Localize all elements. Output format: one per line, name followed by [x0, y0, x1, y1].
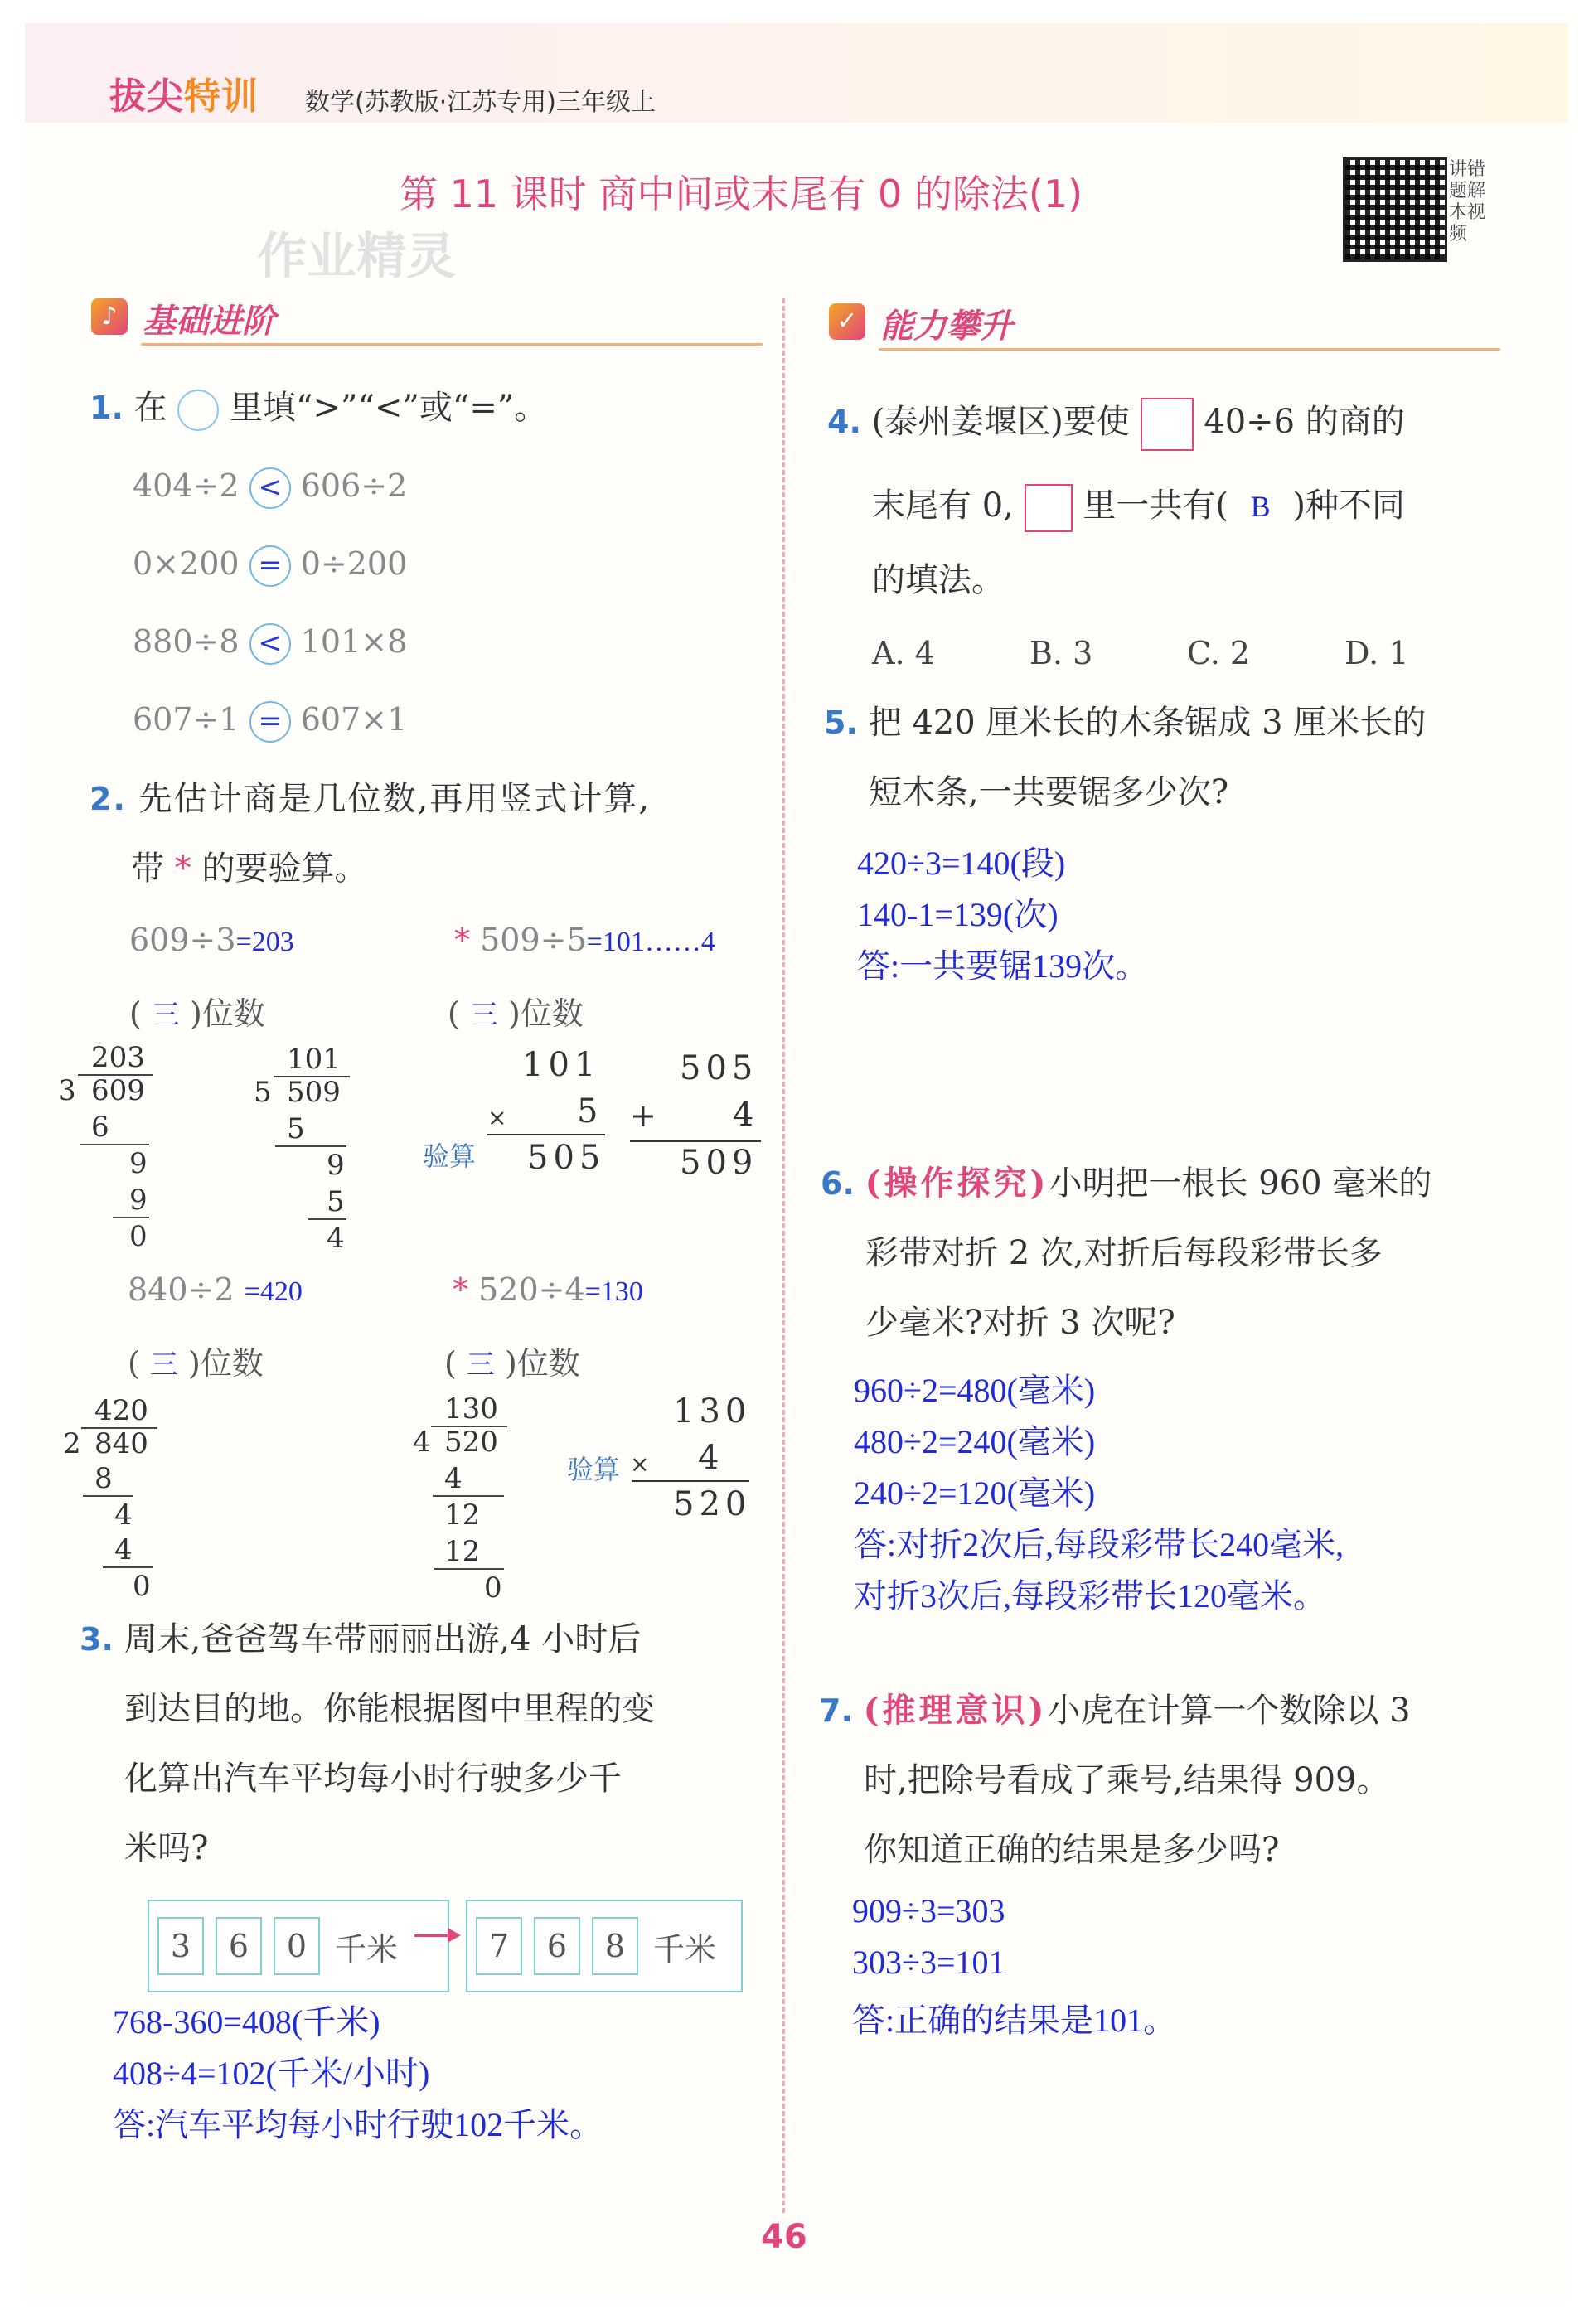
q7-text: 你知道正确的结果是多少吗?	[864, 1831, 1280, 1869]
q2-text: 的要验算。	[201, 850, 368, 888]
q5-number: 5.	[824, 704, 858, 741]
q1-row-3	[133, 623, 407, 665]
ld-line	[80, 1144, 149, 1145]
ld-remainder: 0	[133, 1570, 151, 1603]
ld-remainder: 0	[129, 1220, 148, 1253]
q2-digits-label: 位数	[516, 1345, 580, 1382]
advanced-section-underline	[879, 348, 1500, 351]
q1-stem-a: 在	[133, 389, 167, 427]
check-factor: 5	[577, 1092, 603, 1131]
q4-option-b[interactable]: B. 3	[1029, 635, 1093, 671]
q1-stem-b: 里填“>”“<”或“=”。	[230, 389, 548, 427]
ld-remainder: 0	[484, 1571, 502, 1605]
ld-step: 9	[327, 1149, 345, 1182]
q1-row-left: 0×200	[133, 545, 240, 582]
q3-answer: 408÷4=102(千米/小时)	[113, 2055, 430, 2092]
q7-answer: 303÷3=101	[852, 1944, 1005, 1981]
q7-answer: 答:正确的结果是101。	[852, 2002, 1177, 2039]
page-number: 46	[761, 2218, 807, 2256]
q7-number: 7.	[819, 1692, 853, 1729]
q7-text: 时,把除号看成了乘号,结果得 909。	[864, 1761, 1390, 1799]
q2-line-1	[90, 782, 651, 816]
check-factor: 4	[698, 1439, 724, 1477]
ld-line	[83, 1495, 133, 1497]
advanced-section-title: 能力攀升	[880, 307, 1013, 346]
check-line	[632, 1480, 749, 1482]
star-icon: *	[454, 922, 470, 958]
q3-number: 3.	[80, 1621, 114, 1658]
q2-line-2	[131, 850, 368, 888]
q2-digits-4: ( 三 )位数	[444, 1345, 580, 1382]
check-line	[487, 1134, 605, 1135]
check-factor: 130	[673, 1392, 752, 1431]
q2-item-2	[454, 922, 715, 958]
q5-answer: 答:一共要锯139次。	[857, 947, 1149, 985]
q1-answer-circle[interactable]: <	[249, 467, 291, 509]
ld-quotient: 101	[287, 1043, 341, 1076]
q2-digits-answer: 三	[151, 1000, 180, 1031]
odometer-start	[148, 1900, 449, 1992]
check-label: 验算	[423, 1140, 477, 1172]
q1-row-right: 607×1	[300, 701, 408, 738]
q4-text: )种不同	[1292, 487, 1405, 525]
q1-row-right: 606÷2	[300, 467, 408, 504]
q6-answer: 960÷2=480(毫米)	[854, 1372, 1096, 1409]
q2-digits-label: 位数	[200, 1345, 264, 1382]
q1-number: 1.	[90, 390, 124, 426]
q1-row-left: 607÷1	[133, 701, 240, 738]
odometer-digit: 7	[476, 1917, 522, 1975]
odometer-digit: 8	[592, 1917, 638, 1975]
qr-code-icon[interactable]	[1343, 157, 1447, 262]
ld-step: 9	[129, 1147, 148, 1180]
q4-text: (泰州姜堰区)要使	[871, 403, 1130, 441]
check-addend: 505	[680, 1049, 758, 1087]
ld-quotient: 203	[91, 1041, 145, 1074]
q5-text: 把 420 厘米长的木条锯成 3 厘米长的	[868, 704, 1427, 742]
q2-number: 2.	[90, 781, 127, 817]
q2-expr: 609÷3	[129, 922, 236, 958]
basic-section-title: 基础进阶	[143, 303, 275, 341]
q2-item-4	[453, 1271, 643, 1308]
q6-answer: 答:对折2次后,每段彩带长240毫米,	[854, 1526, 1344, 1563]
q1-row-2	[133, 545, 407, 587]
q3-answer: 答:汽车平均每小时行驶102千米。	[113, 2106, 603, 2143]
check-operator: +	[630, 1097, 656, 1134]
column-divider	[782, 298, 785, 2213]
q5-answer: 420÷3=140(段)	[857, 845, 1066, 882]
odometer-unit: 千米	[335, 1930, 399, 1968]
ld-line	[113, 1217, 149, 1218]
blank-square[interactable]	[1025, 484, 1073, 532]
q4-option-d[interactable]: D. 1	[1344, 635, 1409, 671]
lesson-title: 第 11 课时 商中间或末尾有 0 的除法(1)	[400, 172, 1083, 216]
check-operator: ×	[487, 1104, 507, 1131]
ld-line	[103, 1566, 153, 1568]
q5-line-1	[824, 704, 1427, 742]
check-product: 505	[527, 1139, 606, 1177]
q1-answer-circle[interactable]: =	[249, 701, 291, 743]
q4-text: 的填法。	[872, 561, 1005, 599]
q2-text: 带	[131, 850, 164, 888]
q1-row-left: 404÷2	[133, 467, 240, 504]
ld-step: 6	[91, 1111, 109, 1144]
ld-quotient: 130	[444, 1392, 498, 1426]
check-label: 验算	[567, 1454, 621, 1485]
odometer-digit: 0	[274, 1917, 320, 1975]
q3-text: 到达目的地。你能根据图中里程的变	[124, 1690, 655, 1728]
q3-text: 化算出汽车平均每小时行驶多少千	[124, 1760, 622, 1798]
brand-logo	[109, 66, 259, 119]
q2-digits-answer: 三	[149, 1350, 178, 1381]
ld-quotient: 420	[94, 1394, 148, 1427]
q2-answer: =420	[244, 1276, 303, 1307]
odometer-digit: 3	[157, 1917, 204, 1975]
q4-text: 里一共有(	[1083, 487, 1228, 525]
q2-digits-label: 位数	[520, 995, 584, 1032]
arrow-head-icon	[448, 1928, 461, 1943]
q7-line-1	[819, 1691, 1411, 1730]
q2-expr: 520÷4	[478, 1271, 585, 1308]
q4-option-a[interactable]: A. 4	[872, 635, 935, 671]
ld-step: 9	[129, 1184, 148, 1217]
q2-text: 先估计商是几位数,再用竖式计算,	[138, 780, 652, 818]
q6-tag: (操作探究)	[865, 1164, 1049, 1203]
q2-digits-answer: 三	[469, 1000, 498, 1031]
ld-divisor: 5	[254, 1076, 272, 1109]
odometer-digit: 6	[534, 1917, 580, 1975]
q4-line-2	[872, 484, 1405, 532]
blank-square[interactable]	[1141, 398, 1194, 451]
ld-step: 8	[94, 1462, 113, 1495]
q2-digits-2: ( 三 )位数	[448, 995, 584, 1032]
q2-item-1	[129, 922, 294, 958]
q1-row-4	[133, 701, 407, 743]
ld-dividend: 840	[94, 1427, 148, 1460]
odometer-digit: 6	[216, 1917, 262, 1975]
qr-label: 讲错题解本视频	[1449, 159, 1486, 245]
q2-digits-1: ( 三 )位数	[129, 995, 265, 1032]
q4-line-1	[827, 398, 1405, 451]
q6-answer: 对折3次后,每段彩带长120毫米。	[854, 1577, 1326, 1615]
odometer-end	[466, 1900, 743, 1992]
q2-answer: =203	[235, 927, 294, 957]
ld-line	[434, 1568, 504, 1570]
q1-stem	[90, 390, 547, 431]
q4-text: 40÷6 的商的	[1204, 403, 1405, 441]
brand-part-b: 特训	[184, 75, 259, 118]
ld-dividend: 520	[444, 1426, 498, 1459]
star-icon: *	[453, 1271, 468, 1308]
check-addend: 4	[733, 1096, 759, 1134]
q2-expr: 840÷2	[128, 1271, 235, 1308]
q3-answer: 768-360=408(千米)	[113, 2003, 380, 2041]
q1-answer-circle[interactable]: <	[249, 623, 291, 665]
brand-part-a: 拔尖	[109, 75, 184, 118]
q2-answer: =130	[584, 1276, 643, 1307]
ld-step: 5	[287, 1112, 305, 1145]
ld-step: 12	[444, 1535, 481, 1568]
q7-tag: (推理意识)	[863, 1691, 1048, 1730]
q4-answer: B	[1250, 490, 1271, 523]
q1-row-right: 0÷200	[300, 545, 408, 582]
ld-step: 4	[114, 1533, 133, 1566]
q4-text: 末尾有 0,	[872, 487, 1014, 525]
basic-section-underline	[141, 343, 763, 346]
odometer-unit: 千米	[653, 1930, 717, 1968]
check-factor: 101	[522, 1046, 601, 1084]
ld-step: 12	[444, 1498, 481, 1532]
check-line	[630, 1140, 761, 1142]
watermark: 作业精灵	[257, 228, 456, 286]
q3-text: 周末,爸爸驾车带丽丽出游,4 小时后	[124, 1620, 642, 1658]
ld-divisor: 4	[413, 1426, 431, 1459]
ld-line	[433, 1495, 504, 1497]
q6-text: 少毫米?对折 3 次呢?	[865, 1304, 1175, 1342]
ld-dividend: 509	[287, 1076, 341, 1109]
ld-step: 5	[327, 1185, 345, 1218]
q5-text: 短木条,一共要锯多少次?	[869, 773, 1229, 811]
q6-text: 彩带对折 2 次,对折后每段彩带长多	[865, 1234, 1383, 1272]
ld-step: 4	[114, 1498, 133, 1532]
q3-text: 米吗?	[124, 1829, 209, 1867]
q6-number: 6.	[821, 1165, 855, 1202]
q2-expr: 509÷5	[480, 922, 587, 958]
q5-answer: 140-1=139(次)	[857, 896, 1059, 933]
q1-row-left: 880÷8	[133, 623, 240, 660]
q1-row-right: 101×8	[300, 623, 408, 660]
ld-line	[308, 1218, 346, 1220]
q4-option-c[interactable]: C. 2	[1187, 635, 1251, 671]
advanced-section-icon: ✓	[829, 303, 865, 340]
q4-number: 4.	[827, 404, 861, 440]
basic-section-icon: ♪	[91, 298, 128, 335]
q3-line-1	[80, 1620, 642, 1658]
q6-line-1	[821, 1164, 1432, 1203]
q1-answer-circle[interactable]: =	[249, 545, 291, 587]
q6-text: 小明把一根长 960 毫米的	[1049, 1164, 1432, 1203]
q7-answer: 909÷3=303	[852, 1892, 1005, 1929]
q6-answer: 480÷2=240(毫米)	[854, 1423, 1096, 1460]
ld-divisor: 2	[63, 1427, 81, 1460]
book-title: 数学(苏教版·江苏专用)三年级上	[305, 88, 656, 117]
ld-step: 4	[444, 1462, 463, 1495]
ld-divisor: 3	[58, 1074, 76, 1107]
ld-remainder: 4	[327, 1222, 345, 1255]
ld-dividend: 609	[91, 1074, 145, 1107]
check-sum: 509	[680, 1144, 758, 1182]
ld-line	[275, 1145, 346, 1147]
q2-digits-3: ( 三 )位数	[128, 1345, 264, 1382]
q7-text: 小虎在计算一个数除以 3	[1047, 1692, 1411, 1730]
q2-item-3	[128, 1271, 303, 1308]
blank-circle-icon	[177, 390, 219, 431]
q2-answer: =101……4	[586, 927, 715, 957]
q2-digits-answer: 三	[466, 1350, 495, 1381]
q2-digits-label: 位数	[201, 995, 265, 1032]
star-icon: *	[174, 850, 191, 888]
check-product: 520	[673, 1485, 752, 1523]
q6-answer: 240÷2=120(毫米)	[854, 1474, 1096, 1512]
q1-row-1	[133, 467, 407, 509]
check-operator: ×	[630, 1450, 650, 1478]
